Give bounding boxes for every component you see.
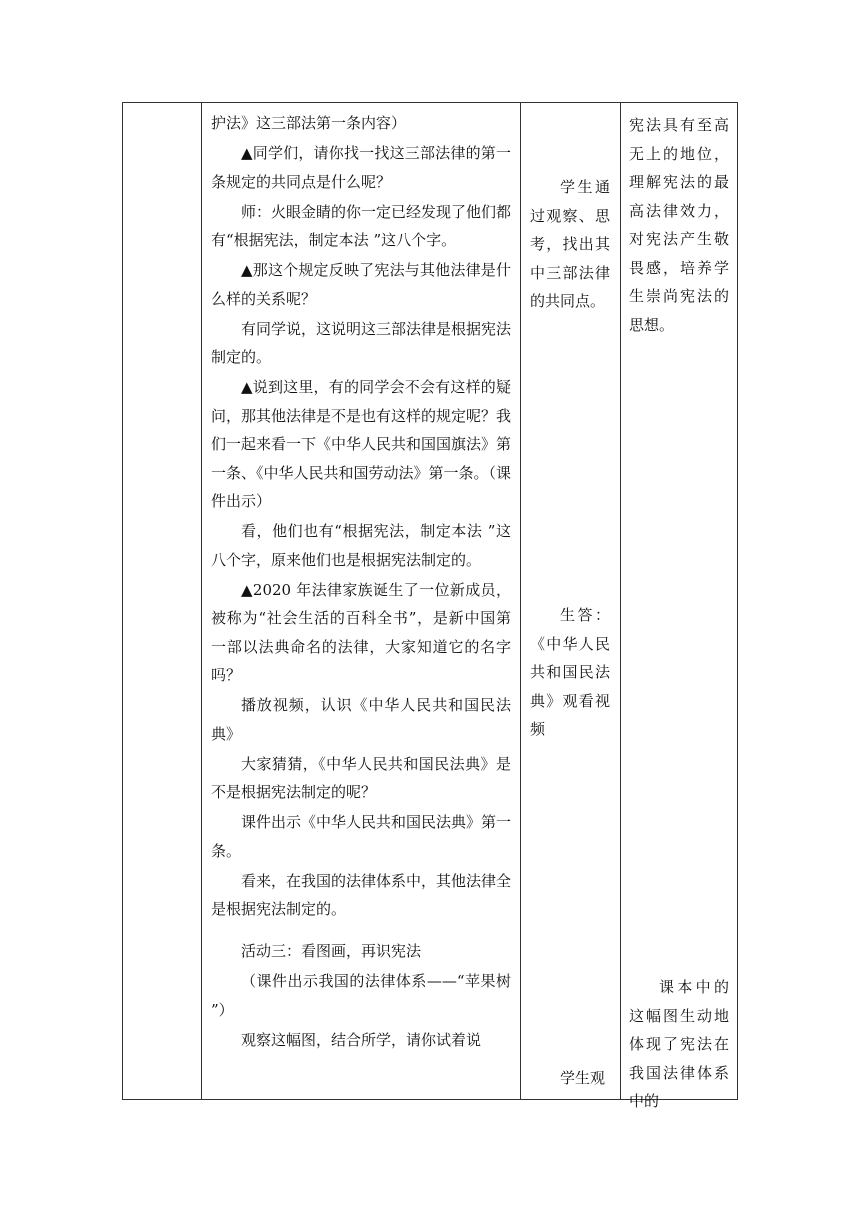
paragraph: 护法》这三部法第一条内容） <box>211 114 407 132</box>
teacher-activity-cell <box>211 109 511 1056</box>
paragraph: 播放视频，认识《中华人民共和国民法典》 <box>211 696 511 743</box>
column-1-cell <box>123 103 201 1099</box>
activity-three-section <box>211 937 511 1054</box>
design-intent-block-1 <box>629 111 729 341</box>
paragraph: 师：火眼金睛的你一定已经发现了他们都有“根据宪法，制定本法 ”这八个字。 <box>211 202 512 249</box>
paragraph: 课件出示《中华人民共和国民法典》第一条。 <box>211 813 512 860</box>
paragraph: 看，他们也有“根据宪法，制定本法 ”这八个字，原来他们也是根据宪法制定的。 <box>211 522 511 569</box>
student-activity-block-3 <box>530 1064 610 1094</box>
student-activity-block-1 <box>530 173 610 317</box>
paragraph: 有同学说，这说明这三部法律是根据宪法制定的。 <box>211 319 512 366</box>
student-observe-text: 学生观 <box>560 1069 606 1087</box>
paragraph: ▲说到这里，有的同学会不会有这样的疑问，那其他法律是不是也有这样的规定呢？我们一起来看一下《中华人民共和国国旗法》第一条、《中华人民共和国劳动法》第一条。（课件出示） <box>211 378 512 510</box>
paragraph: 大家猜猜，《中华人民共和国民法典》是不是根据宪法制定的呢？ <box>211 754 511 801</box>
paragraph: ▲同学们，请你找一找这三部法律的第一条规定的共同点是什么呢？ <box>211 144 511 191</box>
paragraph: （课件出示我国的法律体系——“苹果树 ”） <box>211 972 511 1019</box>
teacher-activity-paragraphs <box>211 109 511 924</box>
paragraph: ▲2020 年法律家族诞生了一位新成员，被称为“社会生活的百科全书”，是新中国第一部以法典命名的法律，大家知道它的名字吗？ <box>211 580 511 684</box>
design-intent-block-2 <box>629 973 729 1117</box>
column-divider <box>201 103 202 1099</box>
column-divider <box>520 103 521 1099</box>
paragraph: 看来，在我国的法律体系中，其他法律全是根据宪法制定的。 <box>211 871 512 918</box>
design-intent-text: 宪法具有至高无上的地位，理解宪法的最高法律效力，对宪法产生敬畏感，培养学生崇尚宪法的思想。 <box>629 116 729 334</box>
paragraph: ▲那这个规定反映了宪法与其他法律是什么样的关系呢？ <box>211 261 511 308</box>
student-activity-block-2 <box>530 601 610 745</box>
column-divider <box>620 103 621 1099</box>
student-answer-text: 生答：《中华人民共和国民法典》观看视频 <box>530 606 610 738</box>
paragraph: 活动三：看图画，再识宪法 <box>241 942 422 960</box>
lesson-table <box>122 102 738 1110</box>
student-activity-text: 学生通过观察、思考，找出其中三部法律的共同点。 <box>530 178 610 310</box>
design-intent-text-2: 课本中的这幅图生动地体现了宪法在我国法律体系中的 <box>629 978 729 1110</box>
paragraph: 观察这幅图，结合所学，请你试着说 <box>241 1030 482 1049</box>
